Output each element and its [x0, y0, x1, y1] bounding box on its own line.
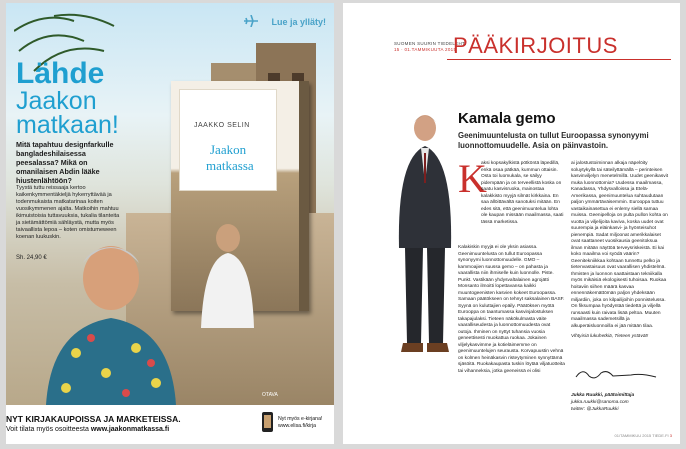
- article-column: [458, 245, 565, 375]
- footer-date: 01/TAMMIKUU 2015: [614, 433, 652, 438]
- book-title-panel: [179, 89, 277, 191]
- section-rule: [447, 59, 671, 60]
- ad-body: Tyystä tuttu reissaaja kertoo kaikenkymmentäkieljä hykerryttävää ja todenmukaista matkatarinaa koiten vuosikymmenen ajalta. Matkoihin mahtuu ikimuistoisia tuttavuuksia, tukalia tilanteita ja sietämättömiä sähläystä, mutta myös taivaallista lepoa – koten omistumeween koenan luukuskin.: [16, 185, 120, 240]
- traveller-image: [186, 218, 266, 328]
- order-text: [6, 426, 169, 433]
- article-paragraph: aksi kopsakylkistä pötköntä läpedillä, enkä osaa pätkää, kummun ottaisin. Osta toi luomukala, se säilyy pidempään ja on terveellistä koska on saatu kasvisruoka, mainostaa kalakkisto myyjä silmät kirkkaina. En saa ällöittävältä sanotuksi mitään. En edes sitä, että geenimuuntelua lohta ole kaupan missään maailmassa, saati tässä marketissa.: [481, 161, 564, 225]
- section-title: PÄÄKIRJOITUS: [453, 33, 618, 58]
- ad-headline: Lähde: [16, 57, 105, 90]
- issue-line: 15 · 01.TAMMIKUUTA 2015: [394, 47, 457, 52]
- editor-name: Jukka Ruukki, päätoimittaja: [571, 393, 635, 398]
- footer-site: TIEDE.FI: [652, 433, 669, 438]
- order-url[interactable]: www.jaakonmatkassa.fi: [90, 426, 170, 433]
- book-spine: [299, 81, 309, 311]
- editor-twitter[interactable]: twitter: @JukkaRuukki: [571, 407, 619, 412]
- ebook-url[interactable]: www.elisa.fi/kirja: [278, 423, 317, 429]
- ad-lead: Mitä tapahtuu designfarkulle bangladeshilaisessa peesalassa? Mikä on omanilaisen Abdin lääke hiustenlähtöön?: [16, 140, 114, 185]
- drop-cap: K: [458, 156, 487, 201]
- editor-email[interactable]: jukka.ruukki@sanoma.com: [571, 400, 629, 405]
- author-portrait-image: [36, 233, 186, 405]
- article-title: Kamala gemo: [458, 110, 556, 127]
- ad-tagline: Lue ja ylläty!: [271, 17, 326, 27]
- article-column: [571, 161, 669, 341]
- page-footer: [615, 433, 672, 438]
- ad-headline: Jaakon: [16, 87, 97, 115]
- page-number: 3: [669, 433, 672, 438]
- editor-photo: [383, 108, 465, 358]
- signoff: Vihtyisiä lukuhetkiä, Tieteen ystävät!: [571, 334, 649, 339]
- book-title: matkassa: [206, 158, 254, 173]
- book-author: JAAKKO SELIN: [194, 122, 250, 129]
- availability-text: NYT KIRJAKAUPOISSA JA MARKETEISSA.: [6, 414, 181, 424]
- phone-icon: [262, 412, 273, 432]
- ad-footer: [6, 405, 334, 444]
- book-advertisement: [6, 3, 334, 444]
- publisher-logo: OTAVA: [262, 392, 278, 398]
- ad-price: Sh. 24,90 €: [16, 255, 47, 261]
- article-column: [481, 161, 565, 226]
- editorial-page: [343, 3, 680, 444]
- article-lead: Geenimuuntelusta on tullut Euroopassa synonyymi luonnottomuudelle. Asia on päinvastoin.: [458, 131, 649, 150]
- article-paragraph: ai jalostustoiminnan alkaja näpelöity soluytykyllä tai säteilyttämällä – perinteisen kasvinviljelyn menetelmillä. Uudet geenikasvit muka luonnottomia? Uudessa maailmassa, Kanadassa, Yhdysvalloissa ja Etelä-Amerikassa, geenimuuntelua suhtaudutaan paljon ymmärtäväisemmin. Eurooppa tuttuu vastaikainasettua ei enlemy siellä samaa muissa. Geenipelloja on pulta pullon kohta on vuotta ja viljelijoita kaviva, koska uudet ovat suurempia ja eläinkasvi- ja hyönteisuhot pienempiä. Sadat miljoonat amerikkalaiset ovat saattaneet vuosikausia geenitoksua ilman mitään näyttöä terveysriskeistä. Ei kai koko maailma voi syödä väärin? Geenitekniikkaa kohtaan tunnettu pelko ja tietenvastaisuus ovat vaarallisen yhdistelmä. Ihmisten ja luonnon saattaistaan tekniikalla myös mikäisiä ekologisesti tuhoisaa. Ruokaa hoitaviin siihen määrä kasvaa ennennäkemättömän paljon yhdeksään miljardiin, joka on kilpailijoihin ponnistelussa. On fiksumpaa hyödyntää tiedettä ja viljellä runsaasti kuin raivata lisää peltoa. Muuten maailmassa sademetsillä ja alkuperäisluonnoilla ei jää mitään tilaa.: [571, 161, 669, 329]
- publication-name: SUOMEN SUURIN TIEDELEHTI: [394, 41, 467, 46]
- signature-image: [571, 367, 661, 381]
- airplane-icon: [244, 15, 258, 27]
- order-prefix: Voit tilata myös osoitteesta: [6, 426, 91, 433]
- ad-headline: matkaan!: [16, 111, 119, 139]
- ebook-text: Nyt myös e-kirjana!: [278, 416, 323, 422]
- book-title: Jaakon: [210, 142, 247, 157]
- article-paragraph: Kalakiskin myyjä ei ole yksin asiassa. Geenimuuntelusta on tullut Euroopassa synonyymi luonnottomuudelle. GMO – kammoajien suussa gemo – on pahasta ja vaarallista niin ihmiselle kuin luonnolle. Piste. Punkt. Vastikään yhdysvaltalainen agrojätti Monsanto ilmoitti lopettavansa kaikki muuntogeenisten kasvien kokeet Euroopassa. Samaan päätökseen on tehnyt saksalainen BASF. Syynä on kuluttajien epäily. Päätöksen myötä Eurooppa on taantumassa kasvinjalostuksen takapajulaksi. Tieteen näkökulmasta väite vaaralliseudesta ja luonnottomuudesta ovat outoja. Ihminen on nyttyt tuhansia vuosia geneettisesti muokattua ruokaa. Jokainen viljelykasvimme ja kotieläimemme on geenimuuntelujen seurausta. Korvapuustin vehnä on kolmen heinäkasvin risteytyminen synnyttämä sjäsöitä. Ruokakaupasta tuskin löytää viljatuotteita tai vihanneksia, jotka geeneissä ei olisi: [458, 245, 565, 374]
